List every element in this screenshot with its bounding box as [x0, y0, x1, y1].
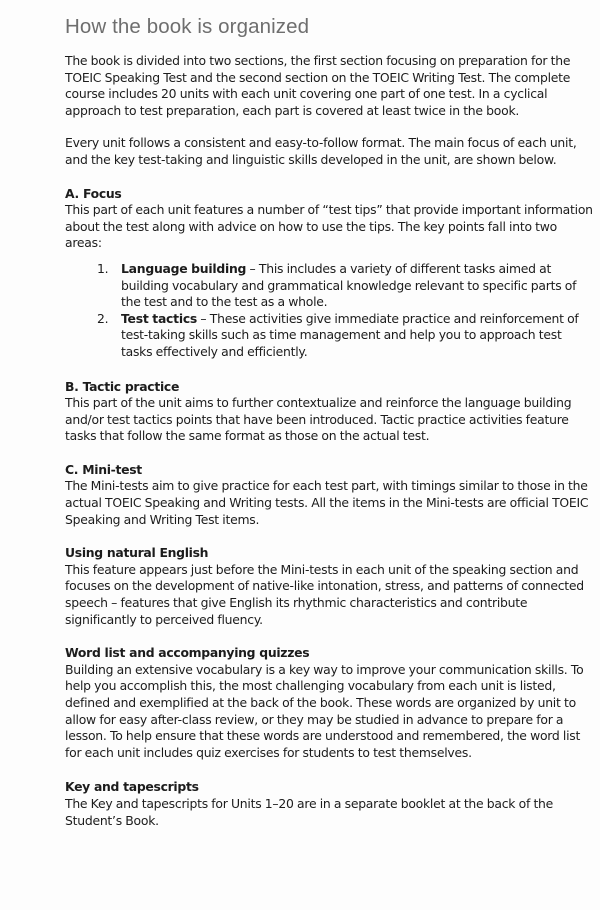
intro-paragraph: Every unit follows a consistent and easy-to-follow format. The main focus of each unit, and the key test-taking and linguistic skills developed in the unit, are shown below.: [65, 135, 577, 167]
section-body: Building an extensive vocabulary is a key way to improve your communication skills. To help you accomplish this, the most challenging vocabulary from each unit is listed, defined and exemplified at the back of the book. These words are organized by unit to allow for easy after-class review, or they may be studied in advance to prepare for a lesson. To help ensure that these words are understood and remembered, the word list for each unit includes quiz exercises for students to test themselves.: [65, 661, 584, 760]
page-title: How the book is organized: [65, 15, 310, 38]
section-body: The Key and tapescripts for Units 1–20 are in a separate booklet at the back of the Student’s Book.: [65, 795, 554, 828]
section-heading: Word list and accompanying quizzes: [65, 645, 310, 661]
section-heading: Using natural English: [65, 545, 209, 561]
list-number: 2.: [97, 310, 109, 326]
section-mini-test: [65, 462, 595, 528]
list-item: [97, 311, 595, 361]
section-body: The Mini-tests aim to give practice for each test part, with timings similar to those in the actual TOEIC Speaking and Writing tests. All the items in the Mini-tests are official TOEIC Speaking and Writing Test items.: [65, 478, 589, 527]
list-description: – This includes a variety of different tasks aimed at building vocabulary and grammatical knowledge relevant to specific parts of the test and to the test as a whole.: [121, 260, 577, 310]
key-points-list: [65, 261, 595, 361]
section-heading: B. Tactic practice: [65, 378, 180, 394]
section-using-natural-english: [65, 545, 595, 628]
document-page: [65, 14, 595, 844]
section-word-list: [65, 645, 595, 761]
list-term: Test tactics: [121, 310, 198, 326]
list-text: [121, 311, 595, 361]
list-number: 1.: [97, 260, 109, 276]
section-body: This feature appears just before the Mini-tests in each unit of the speaking section and focuses on the development of native-like intonation, stress, and patterns of connected speech – features that give English its rhythmic characteristics and contribute significantly to perceived fluency.: [65, 561, 584, 627]
list-item: [97, 261, 595, 311]
list-term: Language building: [121, 260, 247, 276]
list-description: – These activities give immediate practice and reinforcement of test-taking skills such as time management and help you to approach test tasks effectively and efficiently.: [121, 310, 579, 359]
section-key-and-tapescripts: [65, 779, 595, 829]
section-focus: [65, 186, 595, 361]
section-heading: C. Mini-test: [65, 461, 142, 477]
intro-paragraph: The book is divided into two sections, the first section focusing on preparation for the TOEIC Speaking Test and the second section on the TOEIC Writing Test. The complete course includes 20 units with each unit covering one part of one test. In a cyclical approach to test preparation, each part is covered at least twice in the book.: [65, 53, 571, 118]
section-heading: Key and tapescripts: [65, 779, 199, 795]
section-body: This part of the unit aims to further contextualize and reinforce the language building and/or test tactics points that have been introduced. Tactic practice activities feature tasks that follow the same format as those on the actual test.: [65, 395, 572, 444]
section-body: This part of each unit features a number of “test tips” that provide important information about the test along with advice on how to use the tips. The key points fall into two areas:: [65, 202, 593, 251]
list-text: [121, 261, 595, 311]
section-tactic-practice: [65, 379, 595, 445]
section-heading: A. Focus: [65, 185, 122, 201]
